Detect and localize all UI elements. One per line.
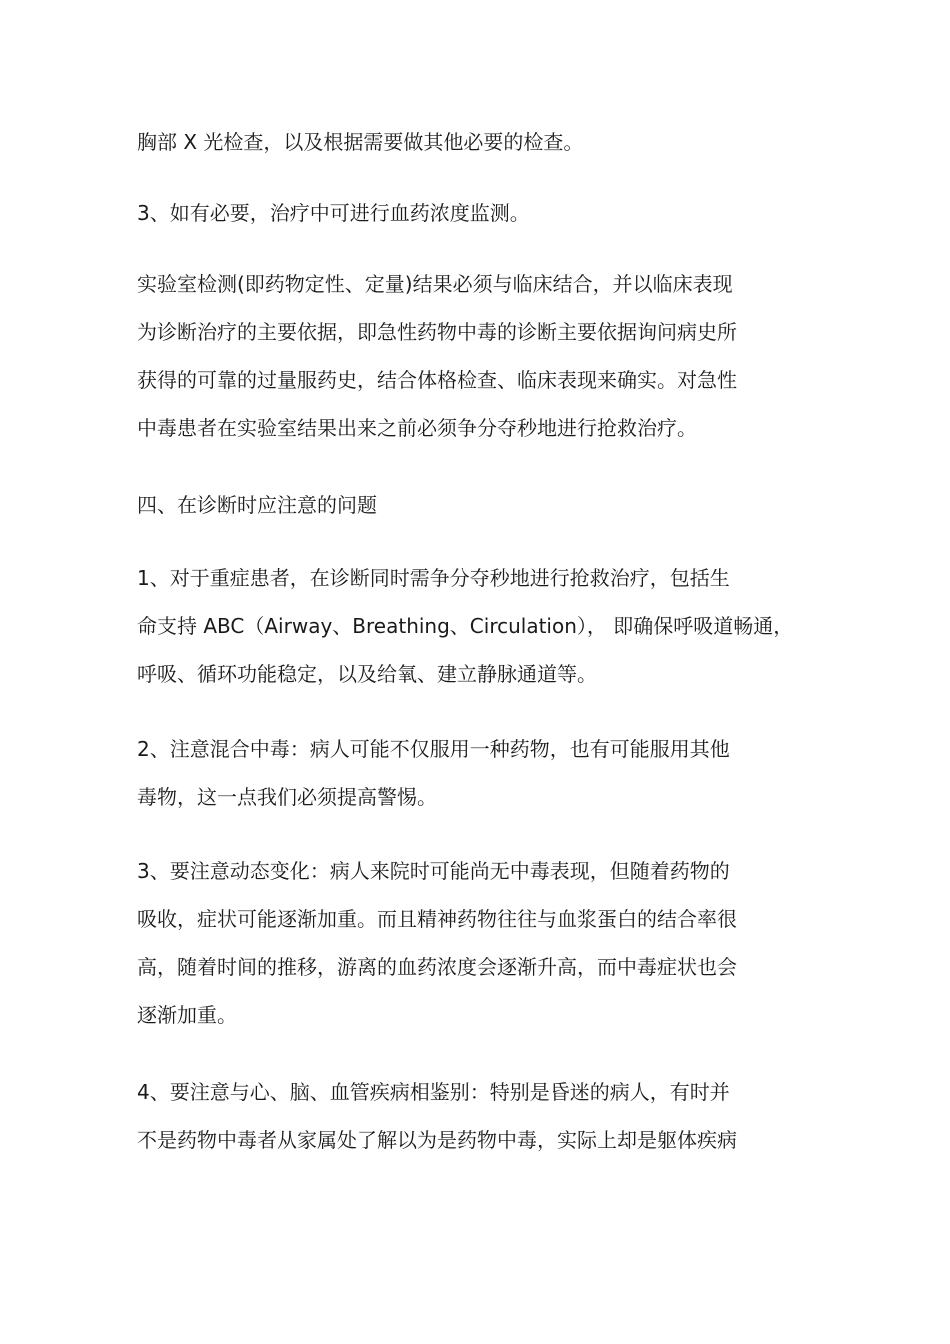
paragraph-mixed-poisoning [137, 725, 827, 821]
text-line: 毒物，这一点我们必须提高警惕。 [137, 785, 437, 809]
paragraph-chest-xray [137, 118, 827, 166]
text-line: 4、要注意与心、脑、血管疾病相鉴别：特别是昏迷的病人，有时并 [137, 1080, 730, 1104]
text-line: 实验室检测(即药物定性、定量)结果必须与临床结合，并以临床表现 [137, 272, 733, 296]
heading-text: 四、在诊断时应注意的问题 [137, 493, 377, 517]
section-heading [137, 481, 827, 529]
text-line: 3、如有必要，治疗中可进行血药浓度监测。 [137, 201, 530, 225]
text-line: 胸部 X 光检查，以及根据需要做其他必要的检查。 [137, 130, 584, 154]
paragraph-lab-testing [137, 260, 827, 452]
text-line: 2、注意混合中毒：病人可能不仅服用一种药物，也有可能服用其他 [137, 737, 730, 761]
text-line: 中毒患者在实验室结果出来之前必须争分夺秒地进行抢救治疗。 [137, 416, 697, 440]
paragraph-severe-patients [137, 554, 827, 698]
text-line: 不是药物中毒者从家属处了解以为是药物中毒，实际上却是躯体疾病 [137, 1128, 737, 1152]
text-line: 3、要注意动态变化：病人来院时可能尚无中毒表现，但随着药物的 [137, 859, 730, 883]
text-line: 1、对于重症患者，在诊断同时需争分夺秒地进行抢救治疗，包括生 [137, 566, 730, 590]
paragraph-differential-diagnosis [137, 1068, 827, 1164]
text-line: 命支持 ABC（Airway、Breathing、Circulation）， 即确保呼吸道畅通， [137, 614, 794, 638]
text-line: 逐渐加重。 [137, 1003, 237, 1027]
text-line: 高，随着时间的推移，游离的血药浓度会逐渐升高，而中毒症状也会 [137, 955, 737, 979]
text-line: 吸收，症状可能逐渐加重。而且精神药物往往与血浆蛋白的结合率很 [137, 907, 737, 931]
text-line: 呼吸、循环功能稳定，以及给氧、建立静脉通道等。 [137, 662, 597, 686]
text-line: 获得的可靠的过量服药史，结合体格检查、临床表现来确实。对急性 [137, 368, 737, 392]
text-line: 为诊断治疗的主要依据，即急性药物中毒的诊断主要依据询问病史所 [137, 320, 737, 344]
paragraph-drug-monitoring [137, 189, 827, 237]
paragraph-dynamic-changes [137, 847, 827, 1039]
